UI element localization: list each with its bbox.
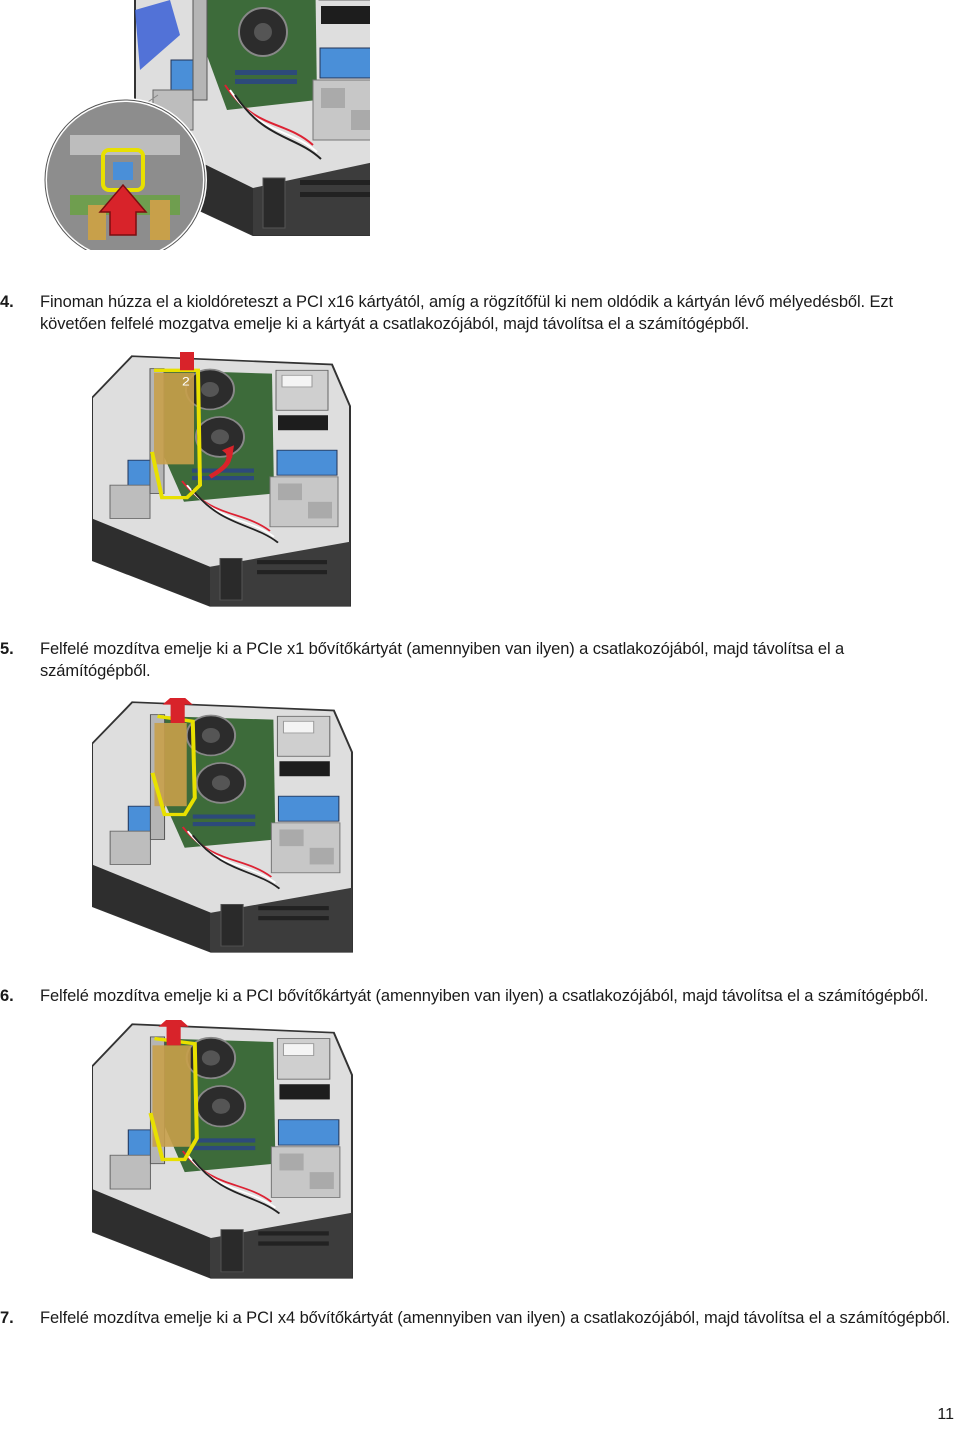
computer-tower-illustration bbox=[92, 698, 354, 956]
step-text: Felfelé mozdítva emelje ki a PCI bővítőkártyát (amennyiben van ilyen) a csatlakozójából, majd távolítsa el a számítógépből. bbox=[40, 987, 929, 1005]
computer-tower-illustration bbox=[92, 352, 352, 610]
figure-remove-pcie-x1 bbox=[92, 698, 354, 956]
callout-number: 2 bbox=[182, 374, 190, 389]
step-5 bbox=[0, 638, 952, 682]
step-number: 4. bbox=[0, 293, 14, 311]
figure-remove-pci bbox=[92, 1020, 354, 1282]
figure-release-latch bbox=[40, 0, 370, 250]
page-number: 11 bbox=[937, 1406, 954, 1423]
step-6 bbox=[0, 985, 952, 1007]
figure-remove-pci-x16 bbox=[92, 352, 352, 610]
step-text: Finoman húzza el a kioldóreteszt a PCI x16 kártyától, amíg a rögzítőfül ki nem oldódik a kártyán lévő mélyedésből. Ezt követően felfelé mozgatva emelje ki a kártyát a csatlakozójából, majd távolítsa el a számítógépből. bbox=[40, 293, 894, 333]
step-number: 7. bbox=[0, 1309, 14, 1327]
computer-tower-illustration bbox=[40, 0, 370, 250]
step-number: 6. bbox=[0, 987, 14, 1005]
step-4 bbox=[0, 291, 952, 335]
step-text: Felfelé mozdítva emelje ki a PCIe x1 bővítőkártyát (amennyiben van ilyen) a csatlakozójából, majd távolítsa el a számítógépből. bbox=[40, 640, 845, 680]
computer-tower-illustration bbox=[92, 1020, 354, 1282]
step-7 bbox=[0, 1307, 952, 1329]
step-number: 5. bbox=[0, 640, 14, 658]
step-text: Felfelé mozdítva emelje ki a PCI x4 bővítőkártyát (amennyiben van ilyen) a csatlakozójából, majd távolítsa el a számítógépből. bbox=[40, 1309, 951, 1327]
magnified-detail bbox=[45, 100, 205, 250]
